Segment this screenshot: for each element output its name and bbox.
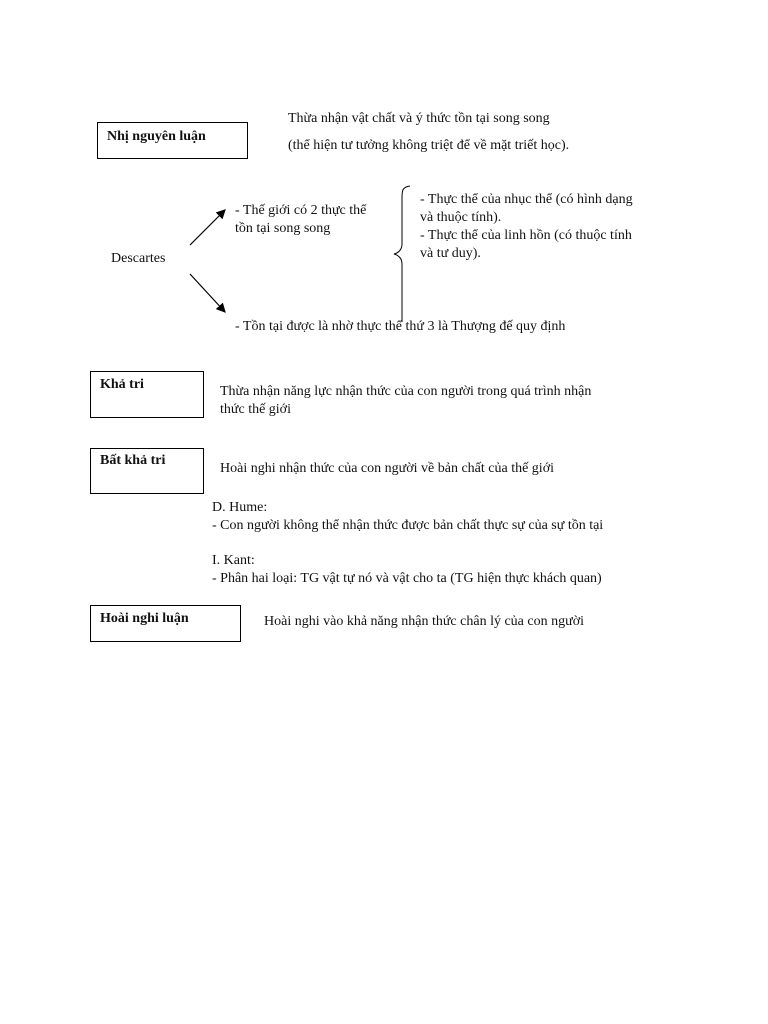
dualism-desc-line1: Thừa nhận vật chất và ý thức tồn tại song song (288, 111, 550, 126)
skepticism-desc: Hoài nghi vào khả năng nhận thức chân lý của con người (264, 614, 584, 629)
dualism-label: Nhị nguyên luận (107, 129, 206, 144)
skepticism-label: Hoài nghi luận (100, 611, 189, 626)
substance-body-line2: và thuộc tính). (420, 210, 502, 225)
substance-soul-line1: - Thực thể của linh hồn (có thuộc tính (420, 228, 632, 243)
substance-soul-line2: và tư duy). (420, 246, 481, 261)
arrow-to-god (190, 274, 225, 312)
agnosticism-desc: Hoài nghi nhận thức của con người về bản chất của thế giới (220, 461, 554, 476)
hume-text: - Con người không thể nhận thức được bản chất thực sự của sự tồn tại (212, 518, 604, 533)
gnosticism-label: Khả tri (100, 377, 144, 392)
descartes-world-line2: tồn tại song song (235, 221, 331, 236)
arrow-to-world (190, 210, 225, 245)
kant-title: I. Kant: (212, 553, 255, 568)
curly-brace (394, 186, 410, 322)
descartes-god-line: - Tồn tại được là nhờ thực thể thứ 3 là Thượng đế quy định (235, 319, 566, 334)
gnosticism-desc-line2: thức thế giới (220, 402, 291, 417)
substance-body-line1: - Thực thể của nhục thể (có hình dạng (420, 192, 633, 207)
agnosticism-label: Bất khả tri (100, 453, 166, 468)
dualism-desc-line2: (thể hiện tư tưởng không triệt để về mặt triết học). (288, 138, 570, 153)
descartes-name: Descartes (111, 251, 166, 266)
gnosticism-desc-line1: Thừa nhận năng lực nhận thức của con người trong quá trình nhận (220, 384, 592, 399)
hume-title: D. Hume: (212, 500, 268, 515)
kant-text: - Phân hai loại: TG vật tự nó và vật cho ta (TG hiện thực khách quan) (212, 571, 602, 586)
descartes-world-line1: - Thế giới có 2 thực thể (235, 203, 367, 218)
